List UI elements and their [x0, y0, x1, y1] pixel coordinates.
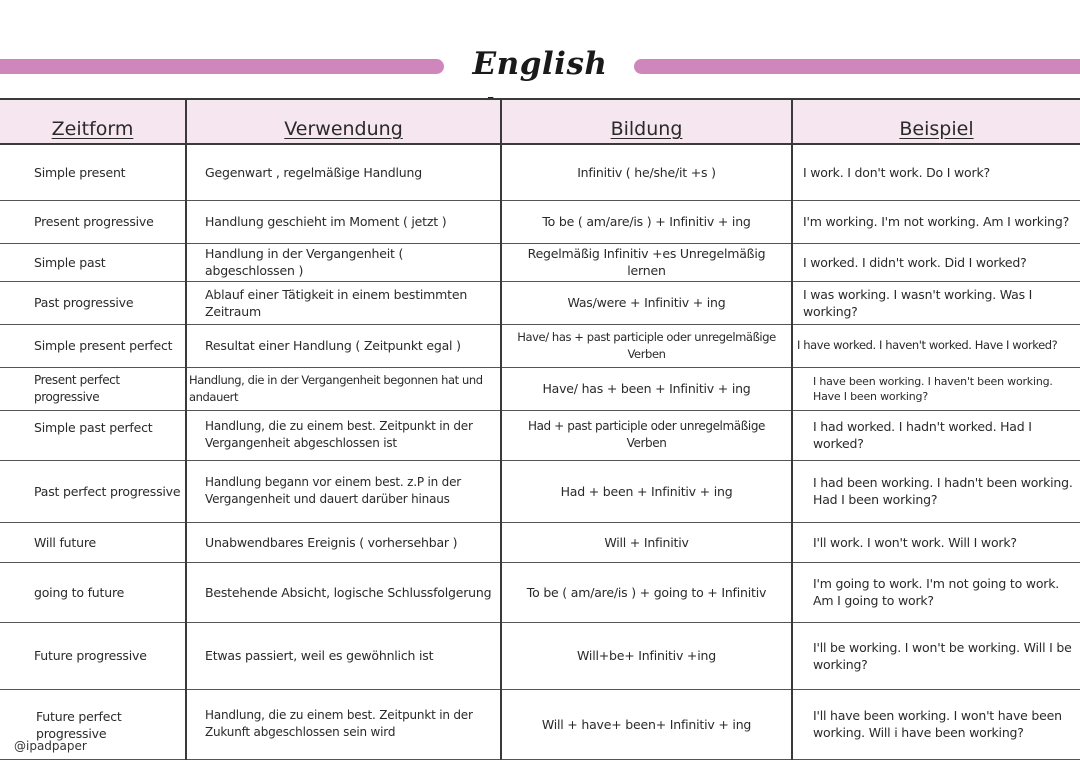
header-zeitform: Zeitform	[0, 99, 186, 144]
cell-bildung: Was/were + Infinitiv + ing	[501, 281, 792, 324]
table-row	[0, 324, 1080, 367]
cell-zeitform: Simple past perfect	[0, 410, 186, 460]
header-verwendung: Verwendung	[186, 99, 501, 144]
cell-bildung: Will + have+ been+ Infinitiv + ing	[501, 689, 792, 759]
cell-bildung: Had + past participle oder unregelmäßige Verben	[501, 410, 792, 460]
cell-zeitform: Simple past	[0, 243, 186, 281]
cell-verwendung: Handlung begann vor einem best. z.P in der Vergangenheit und dauert darüber hinaus	[186, 460, 501, 522]
cell-verwendung: Handlung in der Vergangenheit ( abgeschlossen )	[186, 243, 501, 281]
cell-beispiel: I had worked. I hadn't worked. Had I worked?	[792, 410, 1080, 460]
cell-verwendung: Handlung, die in der Vergangenheit begonnen hat und andauert	[186, 367, 501, 410]
watermark-text: @ipadpaper	[14, 739, 87, 753]
cell-verwendung: Bestehende Absicht, logische Schlussfolgerung	[186, 562, 501, 622]
cell-bildung: Infinitiv ( he/she/it +s )	[501, 144, 792, 200]
table-row	[0, 622, 1080, 689]
table-row	[0, 522, 1080, 562]
table-row	[0, 243, 1080, 281]
cell-zeitform: Past progressive	[0, 281, 186, 324]
table-header-row	[0, 99, 1080, 144]
cell-zeitform: going to future	[0, 562, 186, 622]
table-row	[0, 460, 1080, 522]
table-row	[0, 144, 1080, 200]
cell-beispiel: I'll have been working. I won't have been working. Will i have been working?	[792, 689, 1080, 759]
cell-bildung: To be ( am/are/is ) + going to + Infinitiv	[501, 562, 792, 622]
table-row	[0, 410, 1080, 460]
cell-beispiel: I'll be working. I won't be working. Will I be working?	[792, 622, 1080, 689]
cell-zeitform: Present progressive	[0, 200, 186, 243]
title-bar-left	[0, 59, 444, 74]
cell-zeitform: Simple present	[0, 144, 186, 200]
cell-verwendung: Ablauf einer Tätigkeit in einem bestimmten Zeitraum	[186, 281, 501, 324]
title-bar-right	[634, 59, 1080, 74]
cell-verwendung: Unabwendbares Ereignis ( vorhersehbar )	[186, 522, 501, 562]
header-beispiel: Beispiel	[792, 99, 1080, 144]
cell-verwendung: Handlung geschieht im Moment ( jetzt )	[186, 200, 501, 243]
cell-bildung: Regelmäßig Infinitiv +es Unregelmäßig lernen	[501, 243, 792, 281]
cell-zeitform: Future progressive	[0, 622, 186, 689]
table-row	[0, 200, 1080, 243]
cell-bildung: Have/ has + past participle oder unregelmäßige Verben	[501, 324, 792, 367]
cell-zeitform: Simple present perfect	[0, 324, 186, 367]
cell-verwendung: Gegenwart , regelmäßige Handlung	[186, 144, 501, 200]
cell-bildung: To be ( am/are/is ) + Infinitiv + ing	[501, 200, 792, 243]
cell-beispiel: I worked. I didn't work. Did I worked?	[792, 243, 1080, 281]
cell-verwendung: Etwas passiert, weil es gewöhnlich ist	[186, 622, 501, 689]
table-row	[0, 562, 1080, 622]
cell-zeitform: Future perfect progressive	[0, 689, 186, 759]
table-row	[0, 689, 1080, 759]
cell-beispiel: I have worked. I haven't worked. Have I worked?	[792, 324, 1080, 367]
cell-verwendung: Handlung, die zu einem best. Zeitpunkt in der Vergangenheit abgeschlossen ist	[186, 410, 501, 460]
cell-beispiel: I work. I don't work. Do I work?	[792, 144, 1080, 200]
cell-beispiel: I'm going to work. I'm not going to work. Am I going to work?	[792, 562, 1080, 622]
tenses-table	[0, 98, 1080, 760]
cell-beispiel: I'll work. I won't work. Will I work?	[792, 522, 1080, 562]
cell-zeitform: Present perfect progressive	[0, 367, 186, 410]
cell-zeitform: Past perfect progressive	[0, 460, 186, 522]
cell-beispiel: I was working. I wasn't working. Was I working?	[792, 281, 1080, 324]
header-bildung: Bildung	[501, 99, 792, 144]
table-row	[0, 281, 1080, 324]
cell-verwendung: Resultat einer Handlung ( Zeitpunkt egal )	[186, 324, 501, 367]
cell-bildung: Had + been + Infinitiv + ing	[501, 460, 792, 522]
tenses-table-wrapper	[0, 98, 1080, 760]
cell-zeitform: Will future	[0, 522, 186, 562]
cell-beispiel: I have been working. I haven't been working. Have I been working?	[792, 367, 1080, 410]
cell-bildung: Will+be+ Infinitiv +ing	[501, 622, 792, 689]
table-row	[0, 367, 1080, 410]
cell-bildung: Will + Infinitiv	[501, 522, 792, 562]
cell-beispiel: I had been working. I hadn't been working. Had I been working?	[792, 460, 1080, 522]
cell-bildung: Have/ has + been + Infinitiv + ing	[501, 367, 792, 410]
cell-verwendung: Handlung, die zu einem best. Zeitpunkt in der Zukunft abgeschlossen sein wird	[186, 689, 501, 759]
page-title: English	[472, 46, 608, 82]
cell-beispiel: I'm working. I'm not working. Am I working?	[792, 200, 1080, 243]
